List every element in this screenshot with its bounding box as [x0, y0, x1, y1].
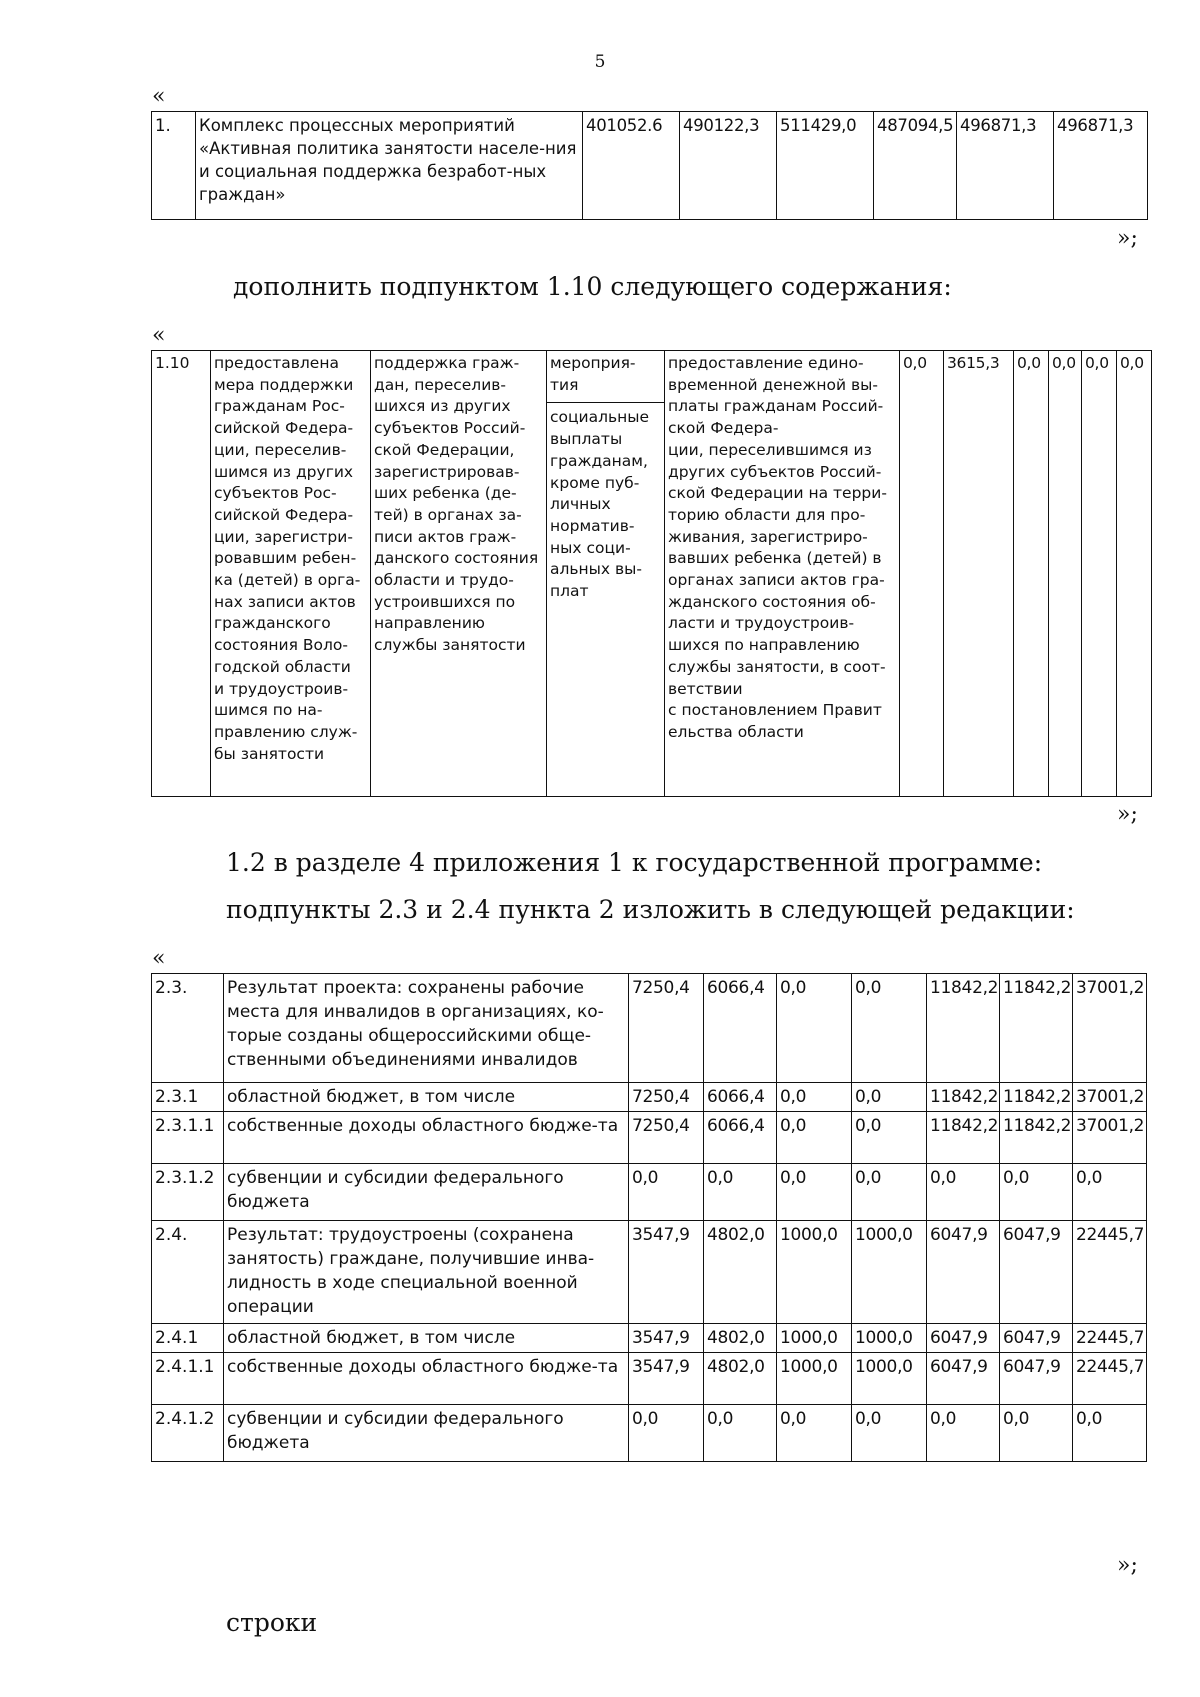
value-cell: 1000,0 [852, 1353, 927, 1405]
page-number: 5 [594, 52, 606, 72]
close-quote: »; [1117, 226, 1138, 251]
table-complex [151, 111, 1148, 220]
value-cell: 1000,0 [777, 1324, 852, 1353]
result-cell: предоставлена мера поддержки гражданам Рос- сийской Федера- ции, переселив- шимся из других субъектов Рос- сийской Федера- ции, зарегистри- ровавшим ребен- ка (детей) в орга- нах записи актов гражданского состояния Воло- годской области и трудоустроив- шимся по на- правлению служ- бы занятости [211, 351, 371, 797]
row-name: областной бюджет, в том числе [224, 1083, 629, 1112]
paragraph: подпункты 2.3 и 2.4 пункта 2 изложить в следующей редакции: [226, 895, 1075, 924]
row-name: субвенции и субсидии федерального бюджета [224, 1164, 629, 1221]
value-cell: 6047,9 [1000, 1221, 1073, 1324]
row-name: Результат: трудоустроены (сохранена занятость) граждане, получившие инва-лидность в ходе специальной военной операции [224, 1221, 629, 1324]
type-bottom: социальные выплаты гражданам, кроме пуб- личных норматив- ных соци- альных вы- плат [547, 402, 664, 602]
value-cell: 401052.6 [583, 112, 680, 220]
table-row [152, 1353, 1147, 1405]
value-cell: 3615,3 [944, 351, 1014, 797]
value-cell: 4802,0 [704, 1221, 777, 1324]
value-cell: 37001,2 [1073, 974, 1147, 1083]
value-cell: 6066,4 [704, 1112, 777, 1164]
row-name: собственные доходы областного бюдже-та [224, 1353, 629, 1405]
row-name: областной бюджет, в том числе [224, 1324, 629, 1353]
table-row [152, 112, 1148, 220]
type-top: мероприя- тия [550, 354, 636, 394]
table-row [152, 1164, 1147, 1221]
value-cell: 0,0 [1014, 351, 1049, 797]
description-cell: предоставление едино- временной денежной вы- платы гражданам Россий- ской Федера- ции, переселившимся из других субъектов Россий- ской Федерации на терри- торию области для про- живания, зарегистриро- вавших ребенка (детей) в органах записи актов гра- жданского состояния об- ласти и трудоустроив- шихся по направлению службы занятости, в соот- ветствии с постановлением Правит ельства области [665, 351, 900, 797]
value-cell: 0,0 [1073, 1405, 1147, 1462]
value-cell: 37001,2 [1073, 1083, 1147, 1112]
value-cell: 3547,9 [629, 1221, 704, 1324]
table-row [152, 1324, 1147, 1353]
value-cell: 6066,4 [704, 974, 777, 1083]
close-quote: »; [1117, 1553, 1138, 1578]
value-cell: 0,0 [852, 1112, 927, 1164]
value-cell: 4802,0 [704, 1324, 777, 1353]
type-cell [547, 351, 665, 797]
value-cell: 0,0 [777, 974, 852, 1083]
value-cell: 1000,0 [852, 1324, 927, 1353]
value-cell: 0,0 [777, 1405, 852, 1462]
table-row [152, 974, 1147, 1083]
value-cell: 11842,2 [1000, 1112, 1073, 1164]
value-cell: 0,0 [852, 974, 927, 1083]
paragraph: дополнить подпунктом 1.10 следующего содержания: [233, 272, 952, 301]
value-cell: 511429,0 [777, 112, 874, 220]
row-number: 2.4.1 [152, 1324, 224, 1353]
value-cell: 1000,0 [852, 1221, 927, 1324]
value-cell: 0,0 [852, 1405, 927, 1462]
row-number: 2.4.1.2 [152, 1405, 224, 1462]
table-body [152, 974, 1147, 1462]
value-cell: 6066,4 [704, 1083, 777, 1112]
value-cell: 22445,7 [1073, 1324, 1147, 1353]
value-cell: 0,0 [927, 1164, 1000, 1221]
row-number: 1. [152, 112, 196, 220]
value-cell: 487094,5 [874, 112, 957, 220]
row-name: Комплекс процессных мероприятий «Активная политика занятости населе-ния и социальная поддержка безработ-ных граждан» [196, 112, 583, 220]
task-cell: поддержка граж- дан, переселив- шихся из других субъектов Россий- ской Федерации, зарегистрировав- ших ребенка (де- тей) в органах за- писи актов граж- данского состояния области и трудо- устроившихся по направлению службы занятости [371, 351, 547, 797]
row-number: 2.4.1.1 [152, 1353, 224, 1405]
open-quote: « [152, 84, 166, 109]
value-cell: 0,0 [629, 1405, 704, 1462]
value-cell: 6047,9 [1000, 1324, 1073, 1353]
value-cell: 3547,9 [629, 1324, 704, 1353]
value-cell: 0,0 [1082, 351, 1117, 797]
paragraph: 1.2 в разделе 4 приложения 1 к государственной программе: [226, 848, 1043, 877]
row-number: 2.3.1 [152, 1083, 224, 1112]
value-cell: 11842,2 [927, 974, 1000, 1083]
value-cell: 11842,2 [927, 1112, 1000, 1164]
value-cell: 1000,0 [777, 1353, 852, 1405]
row-number: 2.3. [152, 974, 224, 1083]
table-subpoints-2-3-2-4 [151, 973, 1147, 1462]
row-name: собственные доходы областного бюдже-та [224, 1112, 629, 1164]
value-cell: 0,0 [777, 1112, 852, 1164]
value-cell: 7250,4 [629, 1083, 704, 1112]
value-cell: 0,0 [1117, 351, 1152, 797]
value-cell: 0,0 [704, 1405, 777, 1462]
value-cell: 0,0 [704, 1164, 777, 1221]
value-cell: 6047,9 [927, 1324, 1000, 1353]
value-cell: 0,0 [777, 1083, 852, 1112]
value-cell: 0,0 [852, 1083, 927, 1112]
value-cell: 11842,2 [1000, 1083, 1073, 1112]
value-cell: 6047,9 [927, 1353, 1000, 1405]
value-cell: 1000,0 [777, 1221, 852, 1324]
table-row [152, 1112, 1147, 1164]
row-number: 2.3.1.1 [152, 1112, 224, 1164]
row-name: субвенции и субсидии федерального бюджета [224, 1405, 629, 1462]
table-row [152, 1083, 1147, 1112]
value-cell: 7250,4 [629, 974, 704, 1083]
value-cell: 6047,9 [1000, 1353, 1073, 1405]
value-cell: 0,0 [1000, 1405, 1073, 1462]
row-number: 1.10 [152, 351, 211, 797]
value-cell: 11842,2 [1000, 974, 1073, 1083]
value-cell: 496871,3 [957, 112, 1054, 220]
value-cell: 0,0 [1000, 1164, 1073, 1221]
value-cell: 11842,2 [927, 1083, 1000, 1112]
value-cell: 0,0 [852, 1164, 927, 1221]
row-number: 2.4. [152, 1221, 224, 1324]
value-cell: 6047,9 [927, 1221, 1000, 1324]
row-name: Результат проекта: сохранены рабочие места для инвалидов в организациях, ко-торые созданы общероссийскими обще-ственными объединениями инвалидов [224, 974, 629, 1083]
row-number: 2.3.1.2 [152, 1164, 224, 1221]
value-cell: 0,0 [1073, 1164, 1147, 1221]
open-quote: « [152, 946, 166, 971]
value-cell: 3547,9 [629, 1353, 704, 1405]
table-row [152, 1221, 1147, 1324]
open-quote: « [152, 323, 166, 348]
value-cell: 0,0 [629, 1164, 704, 1221]
value-cell: 490122,3 [680, 112, 777, 220]
value-cell: 7250,4 [629, 1112, 704, 1164]
value-cell: 4802,0 [704, 1353, 777, 1405]
table-subpoint-1-10 [151, 350, 1152, 797]
value-cell: 22445,7 [1073, 1221, 1147, 1324]
table-row [152, 1405, 1147, 1462]
value-cell: 0,0 [777, 1164, 852, 1221]
value-cell: 0,0 [1049, 351, 1082, 797]
value-cell: 37001,2 [1073, 1112, 1147, 1164]
value-cell: 0,0 [900, 351, 944, 797]
value-cell: 496871,3 [1054, 112, 1148, 220]
paragraph: строки [226, 1608, 318, 1637]
table-row [152, 351, 1152, 797]
value-cell: 0,0 [927, 1405, 1000, 1462]
value-cell: 22445,7 [1073, 1353, 1147, 1405]
close-quote: »; [1117, 802, 1138, 827]
